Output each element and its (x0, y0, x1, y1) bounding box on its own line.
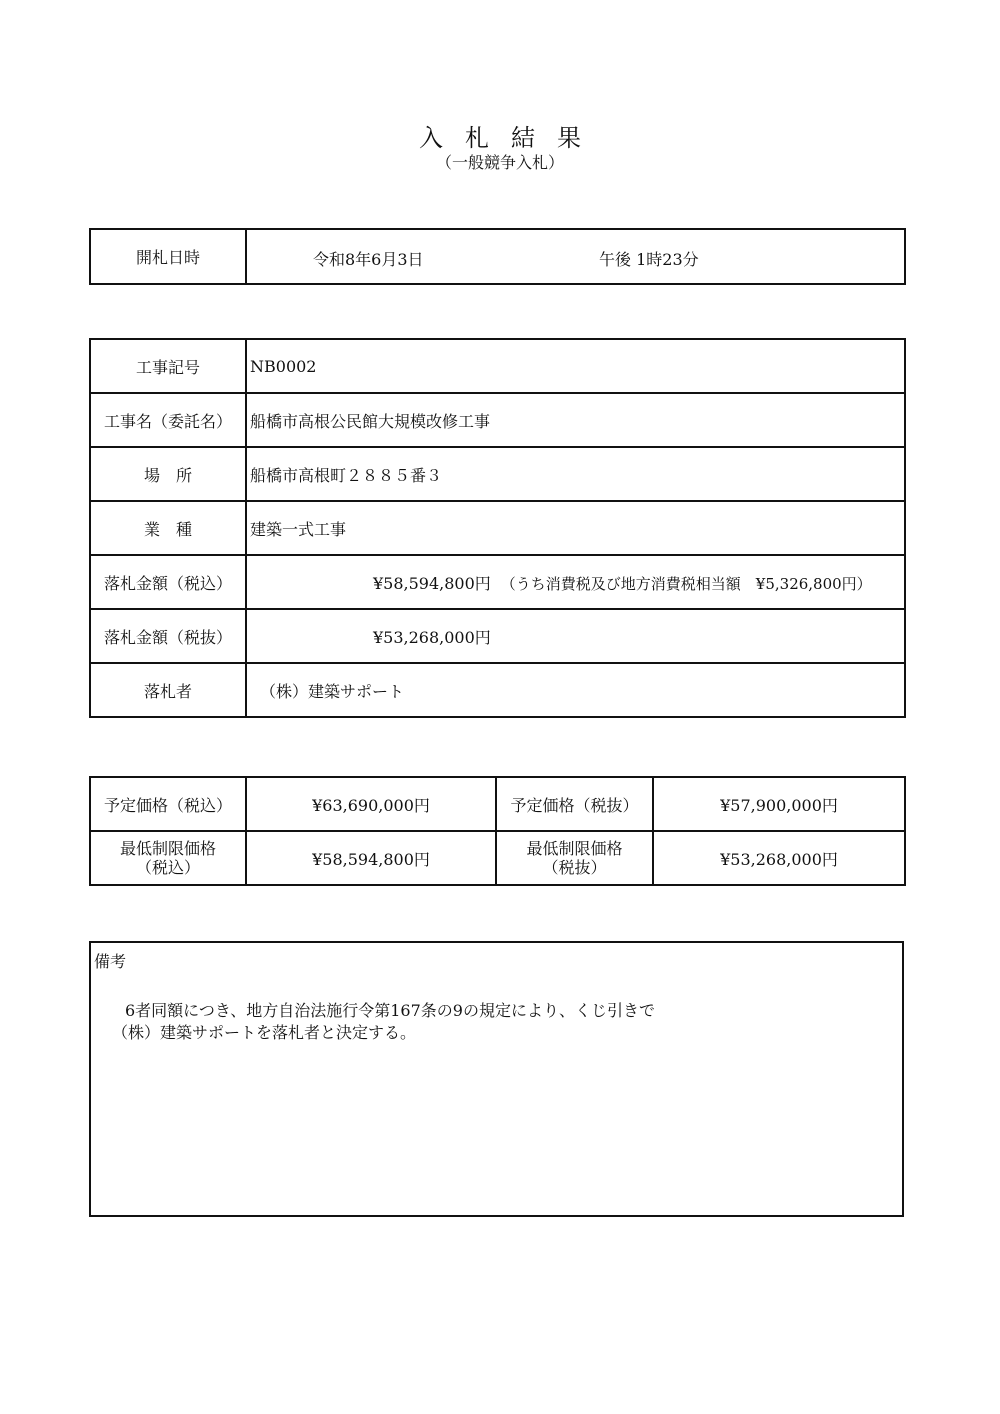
bid-incl-value: ¥58,594,800円 (373, 573, 491, 593)
min-incl-value: ¥58,594,800円 (246, 831, 496, 885)
bid-incl-tax-note: （うち消費税及び地方消費税相当額 ¥5,326,800円） (500, 574, 872, 593)
min-excl-label-line1: 最低制限価格 (526, 839, 623, 858)
page-title: 入札結果 (419, 124, 603, 152)
planned-incl-label: 予定価格（税込） (90, 777, 246, 831)
price-table (89, 776, 906, 886)
bid-incl-label: 落札金額（税込） (90, 555, 246, 609)
project-name-value: 船橋市高根公民館大規模改修工事 (246, 393, 905, 447)
planned-excl-label: 予定価格（税抜） (496, 777, 653, 831)
remarks-line-2: （株）建築サポートを落札者と決定する。 (112, 1023, 417, 1042)
location-label: 場 所 (90, 447, 246, 501)
opening-value-cell (246, 229, 905, 284)
min-excl-label-line2: （税抜） (542, 858, 607, 877)
remarks-label: 備考 (94, 952, 127, 971)
table-row (90, 339, 905, 393)
min-excl-label (496, 831, 653, 885)
project-info-table (89, 338, 906, 718)
min-incl-label-line2: （税込） (135, 858, 200, 877)
winner-label: 落札者 (90, 663, 246, 717)
project-name-label: 工事名（委託名） (90, 393, 246, 447)
bid-excl-value: ¥53,268,000円 (373, 627, 491, 647)
location-value: 船橋市高根町２８８５番３ (246, 447, 905, 501)
opening-date: 令和8年6月3日 (313, 250, 424, 269)
bid-excl-label: 落札金額（税抜） (90, 609, 246, 663)
min-incl-label (90, 831, 246, 885)
opening-row (90, 229, 905, 284)
table-row (90, 831, 905, 885)
winner-value: （株）建築サポート (246, 663, 905, 717)
table-row (90, 609, 905, 663)
category-label: 業 種 (90, 501, 246, 555)
page-subtitle: （一般競争入札） (435, 153, 564, 172)
bid-excl-cell (246, 609, 905, 663)
min-incl-label-line1: 最低制限価格 (119, 839, 216, 858)
remarks-box (89, 941, 904, 1217)
min-excl-value: ¥53,268,000円 (653, 831, 905, 885)
table-row (90, 777, 905, 831)
project-no-value: NB0002 (246, 339, 905, 393)
table-row (90, 663, 905, 717)
table-row (90, 447, 905, 501)
category-value: 建築一式工事 (246, 501, 905, 555)
table-row (90, 501, 905, 555)
remarks-line-1: 6者同額につき、地方自治法施行令第167条の9の規定により、くじ引きで (125, 1001, 655, 1020)
planned-incl-value: ¥63,690,000円 (246, 777, 496, 831)
opening-time: 午後 1時23分 (599, 250, 699, 269)
remarks-text (112, 1000, 655, 1044)
table-row (90, 555, 905, 609)
table-row (90, 393, 905, 447)
bid-incl-cell (246, 555, 905, 609)
planned-excl-value: ¥57,900,000円 (653, 777, 905, 831)
opening-table (89, 228, 906, 285)
opening-label: 開札日時 (90, 229, 246, 284)
project-no-label: 工事記号 (90, 339, 246, 393)
